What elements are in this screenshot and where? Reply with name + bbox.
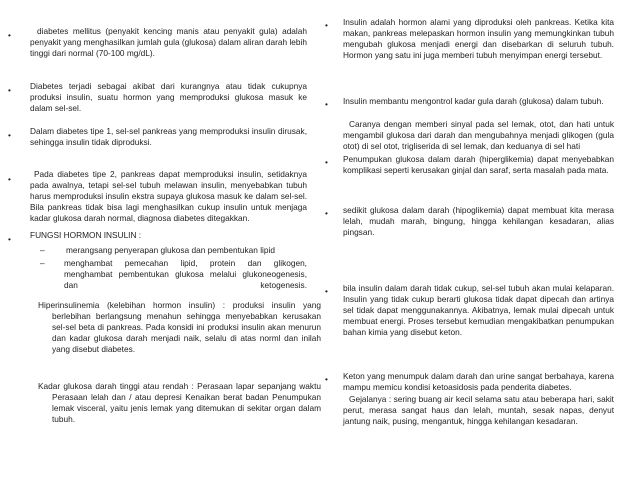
insulin-function-heading: FUNGSI HORMON INSULIN : bbox=[30, 230, 142, 240]
paragraph-ketone: Keton yang menumpuk dalam darah dan urine sangat berbahaya, karena mampu memicu kondisi ketoasidosis pada penderita diabetes. bbox=[343, 371, 614, 393]
function-item-lipid: merangsang penyerapan glukosa dan pembentukan lipid bbox=[66, 245, 275, 255]
paragraph-type-2: Pada diabetes tipe 2, pankreas dapat memproduksi insulin, setidaknya pada awalnya, tetapi sel-sel tubuh melawan insulin, menyebabkan tubuh harus memproduksi insulin ekstra supaya glukosa masuk ke dalam sel-sel. Bila pankreas tidak bisa lagi menghasilkan cukup insulin untuk menjaga kadar glukosa darah normal, diagnosa diabetes ditegakkan. bbox=[30, 169, 307, 224]
bullet: • bbox=[325, 157, 328, 167]
bullet: • bbox=[325, 374, 328, 384]
bullet: • bbox=[8, 234, 11, 244]
function-item-inhibit: menghambat pemecahan lipid, protein dan glikogen, menghambat pembentukan glukosa melalui glukoneogenesis, dan ketogenesis. bbox=[64, 258, 307, 291]
paragraph-type-1: Dalam diabetes tipe 1, sel-sel pankreas yang memproduksi insulin dirusak, sehingga insulin tidak diproduksi. bbox=[30, 126, 307, 148]
bullet: • bbox=[325, 208, 328, 218]
bullet: • bbox=[8, 85, 11, 95]
bullet: • bbox=[325, 20, 328, 30]
dash: – bbox=[40, 258, 45, 268]
paragraph-hyperglycemia: Penumpukan glukosa dalam darah (hiperglikemia) dapat menyebabkan komplikasi seperti kerusakan ginjal dan saraf, serta masalah pada mata. bbox=[343, 154, 614, 176]
paragraph-insulin-definition: Insulin adalah hormon alami yang diproduksi oleh pankreas. Ketika kita makan, pankreas melepaskan hormon insulin yang memungkinkan tubuh mengubah glukosa menjadi energi dan disebarkan di seluruh tubuh. Hormon yang satu ini juga memberi tubuh menyimpan energi tersebut. bbox=[343, 17, 614, 61]
dash: – bbox=[40, 245, 45, 255]
paragraph-symptoms: Gejalanya : sering buang air kecil selama satu atau beberapa hari, sakit perut, merasa sangat haus dan lelah, muntah, sesak napas, denyut jantung naik, pusing, mengantuk, hingga kehilangan kesadaran. bbox=[343, 394, 614, 427]
paragraph-insulin-deficiency: bila insulin dalam darah tidak cukup, sel-sel tubuh akan mulai kelaparan. Insulin yang tidak cukup berarti glukosa tidak dapat dipecah dan artinya sel tidak dapat menggunakannya. Akibatnya, lemak mulai dipecah untuk membuat energi. Proses tersebut kemudian mengakibatkan penumpukan bahan kimia yang disebut keton. bbox=[343, 283, 614, 338]
paragraph-hyperinsulinemia: Hiperinsulinemia (kelebihan hormon insulin) : produksi insulin yang berlebihan berlangsung menahun sehingga menyebabkan kerusakan sel-sel beta di pankreas. Pada konsidi ini produksi insulin akan menurun dan kadar glukosa darah menjadi naik, selalu di atas norml dan inilah yang disebut diabetes. bbox=[38, 300, 321, 355]
bullet: • bbox=[325, 286, 328, 296]
paragraph-hypoglycemia: sedikit glukosa dalam darah (hipoglikemia) dapat membuat kita merasa lelah, mudah marah, bingung, hingga kehilangan kesadaran, alias pingsan. bbox=[343, 205, 614, 238]
bullet: • bbox=[8, 130, 11, 140]
paragraph-insulin-control: Insulin membantu mengontrol kadar gula darah (glukosa) dalam tubuh. bbox=[343, 96, 604, 106]
bullet: • bbox=[8, 30, 11, 40]
bullet: • bbox=[8, 174, 11, 184]
paragraph-diabetes-cause: Diabetes terjadi sebagai akibat dari kurangnya atau tidak cukupnya produksi insulin, suatu hormon yang memproduksi glukosa masuk ke dalam sel-sel. bbox=[30, 81, 307, 114]
paragraph-glucose-level: Kadar glukosa darah tinggi atau rendah : Perasaan lapar sepanjang waktu Perasaan lelah dan / atau depresi Kenaikan berat badan Penumpukan lemak visceral, yaitu jenis lemak yang ditemukan di sekitar organ dalam tubuh. bbox=[38, 381, 321, 425]
paragraph-insulin-mechanism: Caranya dengan memberi sinyal pada sel lemak, otot, dan hati untuk mengambil glukosa dari darah dan mengubahnya menjadi glikogen (gula otot) di sel otot, trigliserida di sel lemak, dan keduanya di sel hati bbox=[343, 119, 614, 152]
paragraph-diabetes-definition: diabetes mellitus (penyakit kencing manis atau penyakit gula) adalah penyakit yang menghasilkan jumlah gula (glukosa) dalam aliran darah lebih tinggi dari normal (70-100 mg/dL). bbox=[30, 26, 307, 59]
bullet: • bbox=[325, 99, 328, 109]
